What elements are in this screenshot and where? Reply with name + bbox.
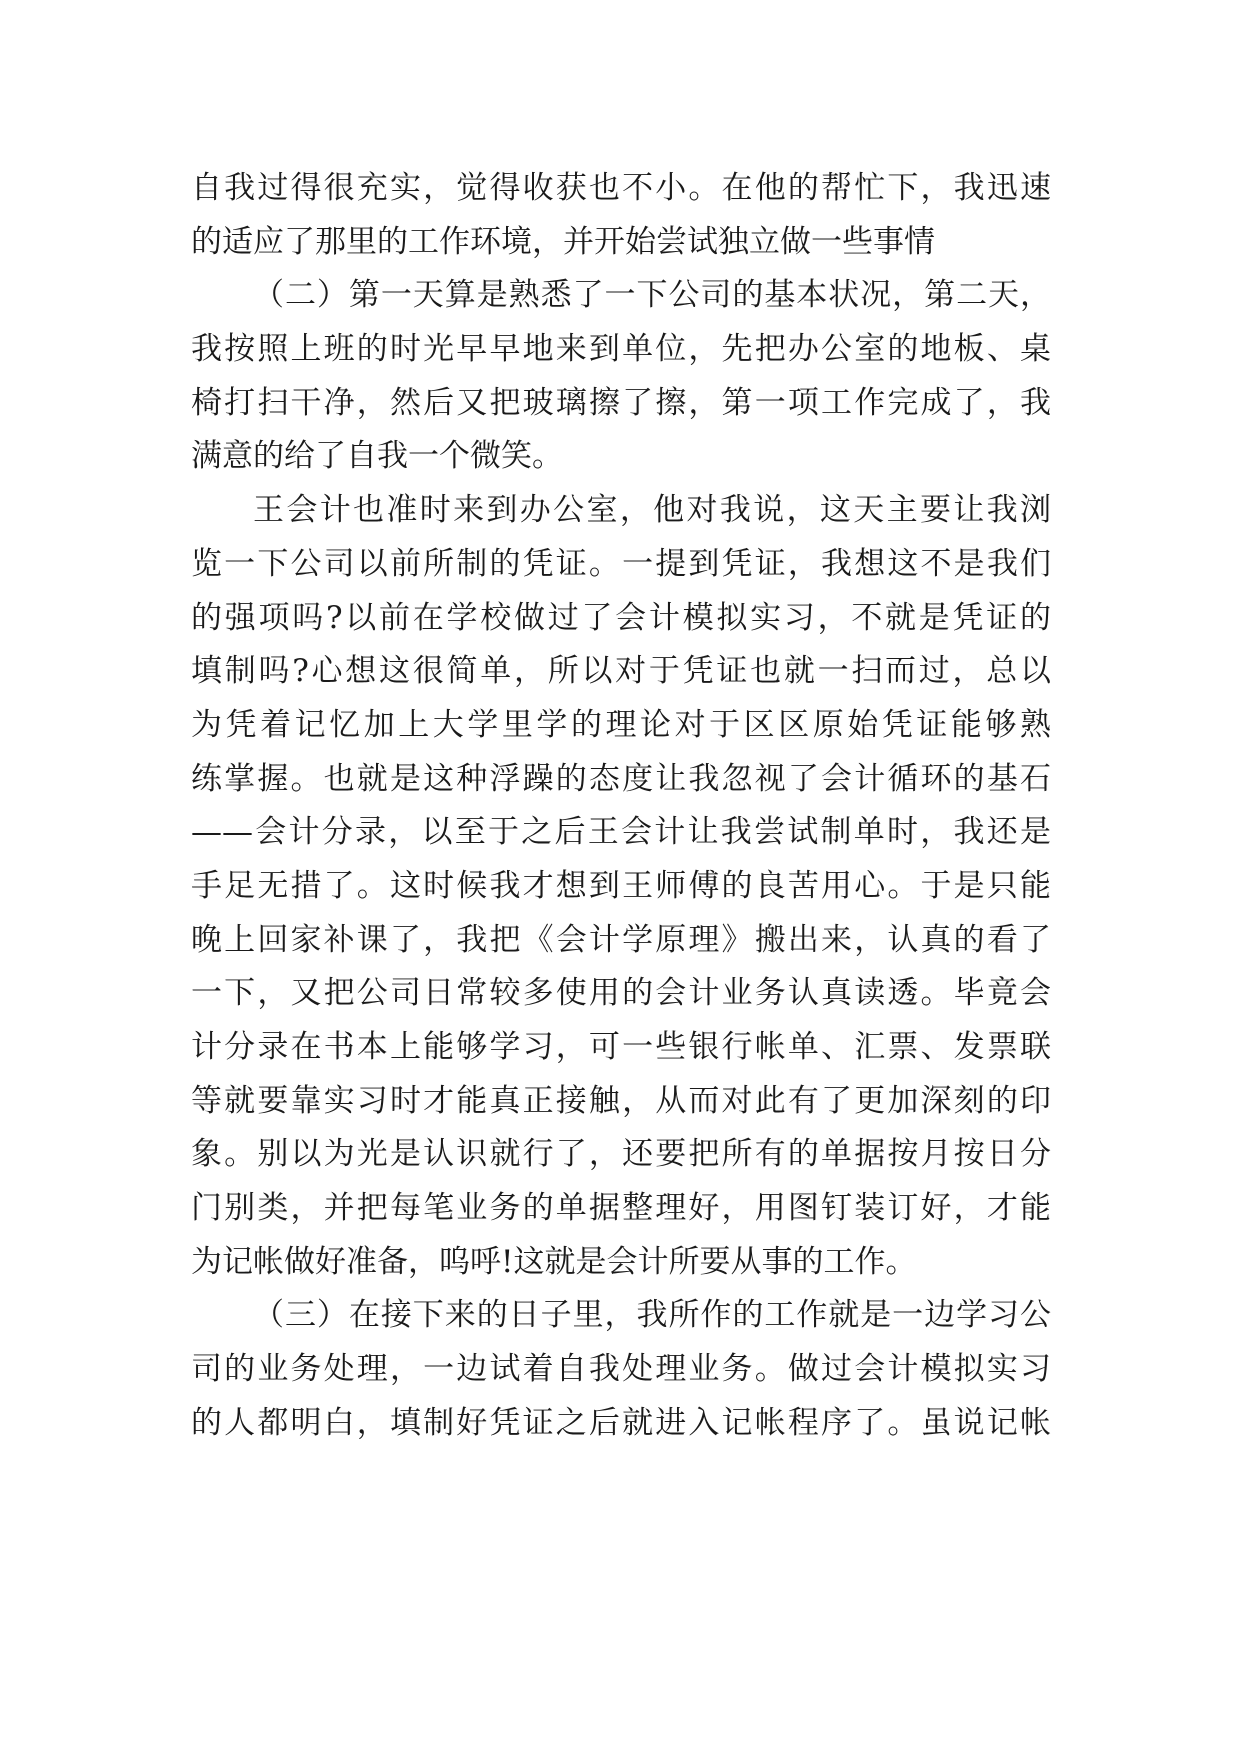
text-line: （三）在接下来的日子里，我所作的工作就是一边学习公 <box>253 1297 1051 1334</box>
document-body <box>191 162 1051 1451</box>
text-line: 为记帐做好准备，呜呼!这就是会计所要从事的工作。 <box>191 1243 917 1280</box>
text-line: 门别类，并把每笔业务的单据整理好，用图钉装订好，才能 <box>191 1190 1051 1227</box>
text-line: 我按照上班的时光早早地来到单位，先把办公室的地板、桌 <box>191 331 1051 368</box>
text-line: 椅打扫干净，然后又把玻璃擦了擦，第一项工作完成了，我 <box>191 384 1051 421</box>
text-line: 填制吗?心想这很简单，所以对于凭证也就一扫而过，总以 <box>191 653 1051 690</box>
text-line: 一下，又把公司日常较多使用的会计业务认真读透。毕竟会 <box>191 975 1051 1012</box>
text-line: 自我过得很充实，觉得收获也不小。在他的帮忙下，我迅速 <box>191 170 1051 206</box>
text-line: 象。别以为光是认识就行了，还要把所有的单据按月按日分 <box>191 1136 1051 1173</box>
text-line: 计分录在书本上能够学习，可一些银行帐单、汇票、发票联 <box>191 1029 1051 1065</box>
text-line: 览一下公司以前所制的凭证。一提到凭证，我想这不是我们 <box>191 545 1051 582</box>
text-line: 的强项吗?以前在学校做过了会计模拟实习，不就是凭证的 <box>191 599 1051 636</box>
text-line: 王会计也准时来到办公室，他对我说，这天主要让我浏 <box>253 492 1051 529</box>
text-line: 司的业务处理，一边试着自我处理业务。做过会计模拟实习 <box>191 1351 1051 1388</box>
text-line: 晚上回家补课了，我把《会计学原理》搬出来，认真的看了 <box>191 921 1051 958</box>
text-line: 手足无措了。这时候我才想到王师傅的良苦用心。于是只能 <box>191 867 1051 904</box>
text-line: （二）第一天算是熟悉了一下公司的基本状况，第二天， <box>253 277 1051 314</box>
text-line: ——会计分录，以至于之后王会计让我尝试制单时，我还是 <box>191 814 1051 851</box>
text-line: 练掌握。也就是这种浮躁的态度让我忽视了会计循环的基石 <box>191 760 1051 797</box>
text-line: 的适应了那里的工作环境，并开始尝试独立做一些事情 <box>191 223 935 260</box>
text-line: 满意的给了自我一个微笑。 <box>191 438 563 475</box>
text-line: 等就要靠实习时才能真正接触，从而对此有了更加深刻的印 <box>191 1082 1051 1119</box>
text-line: 的人都明白，填制好凭证之后就进入记帐程序了。虽说记帐 <box>191 1404 1051 1441</box>
text-line: 为凭着记忆加上大学里学的理论对于区区原始凭证能够熟 <box>191 706 1051 743</box>
